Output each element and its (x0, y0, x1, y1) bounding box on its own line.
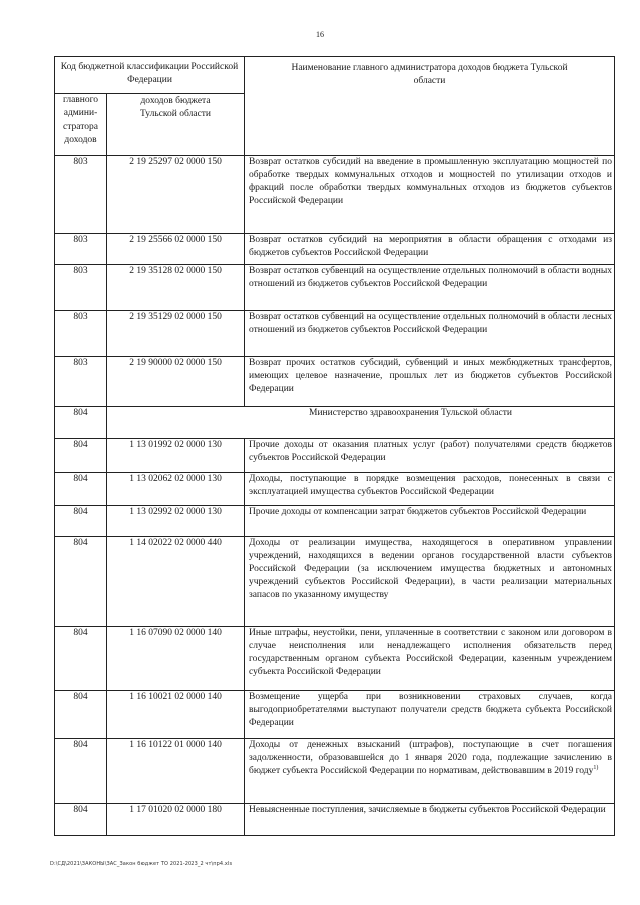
admin-code: 804 (55, 407, 107, 439)
admin-code: 804 (55, 439, 107, 473)
admin-code: 803 (55, 357, 107, 407)
admin-code: 804 (55, 537, 107, 627)
revenue-description: Возврат остатков субсидий на мероприятия в области обращения с отходами из бюджетов субъектов Российской Федерации (245, 234, 615, 265)
revenue-code: 1 16 10122 01 0000 140 (107, 739, 245, 804)
revenue-code: 1 16 10021 02 0000 140 (107, 691, 245, 739)
revenue-code: 1 13 01992 02 0000 130 (107, 439, 245, 473)
budget-classification-table (54, 56, 615, 836)
admin-code: 804 (55, 739, 107, 804)
table-row (55, 357, 615, 407)
revenue-code: 1 17 01020 02 0000 180 (107, 804, 245, 836)
revenue-description: Доходы, поступающие в порядке возмещения расходов, понесенных в связи с эксплуатацией имущества субъектов Российской Федерации (245, 473, 615, 506)
revenue-description: Возврат прочих остатков субсидий, субвенций и иных межбюджетных трансфертов, имеющих целевое назначение, прошлых лет из бюджетов субъектов Российской Федерации (245, 357, 615, 407)
table-row-ministry (55, 407, 615, 439)
table-row (55, 506, 615, 537)
table-row (55, 156, 615, 234)
table-row (55, 739, 615, 804)
admin-code: 804 (55, 804, 107, 836)
revenue-description (245, 739, 615, 804)
admin-code: 803 (55, 156, 107, 234)
revenue-code: 2 19 25566 02 0000 150 (107, 234, 245, 265)
revenue-description: Возврат остатков субвенций на осуществление отдельных полномочий в области водных отношений из бюджетов субъектов Российской Федерации (245, 265, 615, 311)
table-row (55, 691, 615, 739)
admin-code: 804 (55, 473, 107, 506)
admin-code: 804 (55, 506, 107, 537)
table-row (55, 439, 615, 473)
revenue-description: Возмещение ущерба при возникновении страховых случаев, когда выгодоприобретателями выступают получатели средств бюджета субъекта Российской Федерации (245, 691, 615, 739)
code-group-header: Код бюджетной классификации Российской Федерации (55, 57, 245, 94)
admin-column-header: главного админи-стратора доходов (55, 94, 107, 156)
table-row (55, 804, 615, 836)
revenue-code: 2 19 35129 02 0000 150 (107, 311, 245, 357)
admin-code: 804 (55, 691, 107, 739)
revenue-description: Возврат остатков субсидий на введение в промышленную эксплуатацию мощностей по обработке твердых коммунальных отходов и мощностей по утилизации отходов и фракций после обработки твердых коммунальных отходов из бюджетов субъектов Российской Федерации (245, 156, 615, 234)
footnote-marker: 1) (593, 765, 599, 772)
admin-code: 804 (55, 627, 107, 691)
revenue-description: Прочие доходы от оказания платных услуг (работ) получателями средств бюджетов субъектов Российской Федерации (245, 439, 615, 473)
table-row (55, 473, 615, 506)
name-column-header: Наименование главного администратора доходов бюджета Тульской области (245, 57, 615, 156)
revenue-code: 1 14 02022 02 0000 440 (107, 537, 245, 627)
revenue-code: 1 13 02062 02 0000 130 (107, 473, 245, 506)
page-number: 16 (316, 30, 324, 39)
revenue-description: Возврат остатков субвенций на осуществление отдельных полномочий в области лесных отношений из бюджетов субъектов Российской Федерации (245, 311, 615, 357)
admin-code: 803 (55, 265, 107, 311)
revenue-code: 2 19 90000 02 0000 150 (107, 357, 245, 407)
description-text: Доходы от денежных взысканий (штрафов), поступающие в счет погашения задолженности, образовавшейся до 1 января 2020 года, подлежащие зачислению в бюджет субъекта Российской Федерации по нормативам, действовавшим в 2019 году (249, 740, 613, 777)
ministry-name: Министерство здравоохранения Тульской области (107, 407, 615, 439)
file-path-footer: D:\СД\2021\ЗАКОНЫ\ЗАС_Закон бюджет ТО 2021-2023_2 чт\пр4.xls (50, 861, 233, 867)
admin-code: 803 (55, 311, 107, 357)
revenue-description: Иные штрафы, неустойки, пени, уплаченные в соответствии с законом или договором в случае неисполнения или ненадлежащего исполнения обязательств перед государственным органом субъекта Российской Федерации, казенным учреждением субъекта Российской Федерации (245, 627, 615, 691)
revenue-code: 1 13 02992 02 0000 130 (107, 506, 245, 537)
table-row (55, 265, 615, 311)
revenue-description: Невыясненные поступления, зачисляемые в бюджеты субъектов Российской Федерации (245, 804, 615, 836)
revenue-description: Прочие доходы от компенсации затрат бюджетов субъектов Российской Федерации (245, 506, 615, 537)
table-row (55, 311, 615, 357)
revenue-code: 1 16 07090 02 0000 140 (107, 627, 245, 691)
table-row (55, 234, 615, 265)
table-row (55, 627, 615, 691)
revenue-description: Доходы от реализации имущества, находящегося в оперативном управлении учреждений, находящихся в ведении органов государственной власти субъектов Российской Федерации (за исключением имущества бюджетных и автономных учреждений субъектов Российской Федерации), в части реализации материальных запасов по указанному имуществу (245, 537, 615, 627)
admin-code: 803 (55, 234, 107, 265)
revenue-column-header: доходов бюджета Тульской области (107, 94, 245, 156)
table-row (55, 537, 615, 627)
revenue-code: 2 19 35128 02 0000 150 (107, 265, 245, 311)
revenue-code: 2 19 25297 02 0000 150 (107, 156, 245, 234)
